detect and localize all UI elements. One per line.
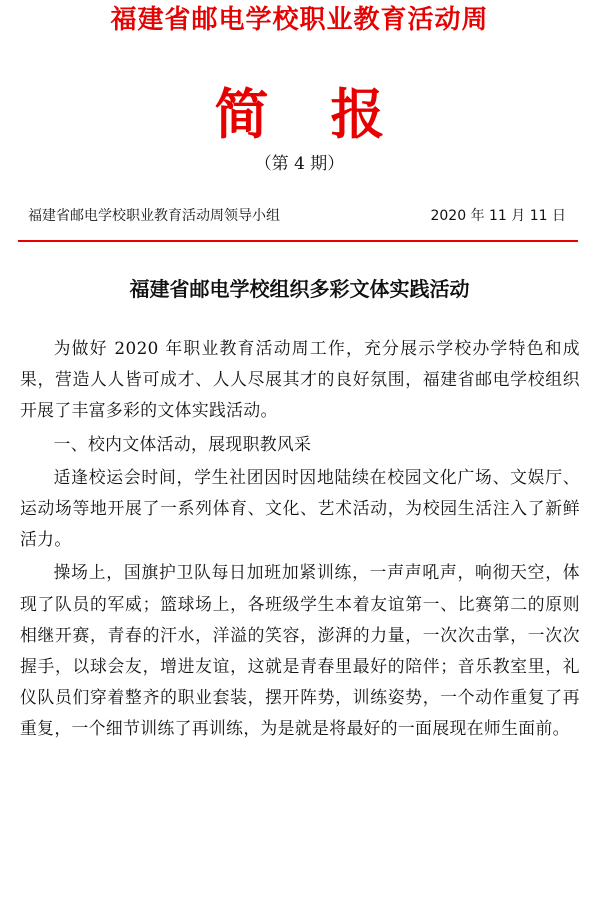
bulletin-title-right: 报 bbox=[330, 83, 385, 146]
publish-date: 2020 年 11 月 11 日 bbox=[430, 208, 566, 224]
article-body bbox=[20, 333, 580, 745]
red-divider bbox=[18, 240, 578, 242]
paragraph: 为做好 2020 年职业教育活动周工作，充分展示学校办学特色和成果，营造人人皆可成才、人人尽展其才的良好氛围，福建省邮电学校组织开展了丰富多彩的文体实践活动。 bbox=[20, 338, 580, 421]
paragraph: 适逢校运会时间，学生社团因时因地陆续在校园文化广场、文娱厅、运动场等地开展了一系列体育、文化、艺术活动，为校园生活注入了新鲜活力。 bbox=[20, 466, 580, 550]
masthead: 福建省邮电学校职业教育活动周 bbox=[110, 5, 489, 35]
paragraph: 操场上，国旗护卫队每日加班加紧训练，一声声吼声，响彻天空，体现了队员的军威；篮球场上，各班级学生本着友谊第一、比赛第二的原则相继开赛，青春的汗水，洋溢的笑容，澎湃的力量，一次次击掌，一次次握手，以球会友，增进友谊，这就是青春里最好的陪伴；音乐教室里，礼仪队员们穿着整齐的职业套装，摆开阵势，训练姿势，一个动作重复了再重复，一个细节训练了再训练，为是就是将最好的一面展现在师生面前。 bbox=[20, 562, 580, 739]
section-heading: 一、校内文体活动，展现职教风采 bbox=[53, 433, 312, 454]
issue-number: （第 4 期） bbox=[254, 154, 345, 174]
bulletin-title bbox=[0, 82, 599, 148]
bulletin-title-left: 简 bbox=[214, 83, 269, 146]
organization: 福建省邮电学校职业教育活动周领导小组 bbox=[28, 208, 280, 224]
meta-row bbox=[28, 204, 570, 228]
article-title: 福建省邮电学校组织多彩文体实践活动 bbox=[129, 277, 470, 301]
